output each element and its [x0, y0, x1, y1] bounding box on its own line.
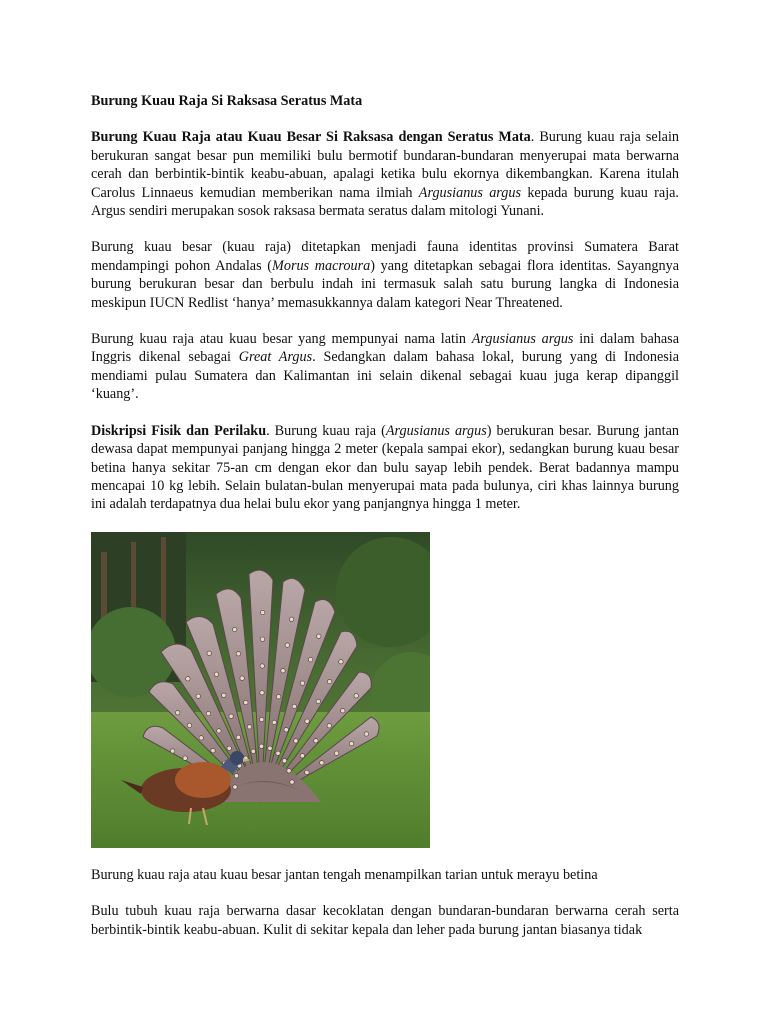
- feather-eye-spot: [236, 651, 240, 655]
- feather-eye-spot: [290, 780, 294, 784]
- english-name: Great Argus: [238, 349, 313, 366]
- feather-eye-spot: [233, 785, 237, 789]
- feather-eye-spot: [268, 746, 272, 750]
- document-title: Burung Kuau Raja Si Raksasa Seratus Mata: [91, 93, 363, 109]
- feather-eye-spot: [284, 727, 288, 731]
- feather-eye-spot: [229, 714, 233, 718]
- feather-eye-spot: [222, 693, 226, 697]
- feather-eye-spot: [294, 738, 298, 742]
- feather-eye-spot: [276, 751, 280, 755]
- feather-eye-spot: [320, 760, 324, 764]
- description-text-1: . Burung kuau raja (: [266, 422, 386, 439]
- feather-eye-spot: [327, 723, 331, 727]
- intro-heading: Burung Kuau Raja atau Kuau Besar Si Raksasa dengan Seratus Mata: [91, 129, 531, 146]
- feather-eye-spot: [259, 744, 263, 748]
- feather-eye-spot: [289, 617, 293, 621]
- feather-eye-spot: [207, 651, 211, 655]
- feather-eye-spot: [300, 753, 304, 757]
- feather-eye-spot: [240, 676, 244, 680]
- feather-eye-spot: [206, 711, 210, 715]
- feather-eye-spot: [170, 749, 174, 753]
- photo-illustration: [91, 532, 430, 848]
- description-heading: Diskripsi Fisik dan Perilaku: [91, 422, 267, 439]
- feather-eye-spot: [316, 699, 320, 703]
- feather-eye-spot: [187, 723, 191, 727]
- feather-eye-spot: [186, 676, 190, 680]
- latin-name: Argusianus argus: [471, 331, 574, 348]
- names-text-3: . Sedangkan dalam bahasa lokal, burung yang di Indonesia mendiami pulau Sumatera dan Kalimantan ini selain dikenal sebagai kuau juga kerap dipanggil ‘kuang’.: [91, 349, 680, 403]
- feather-eye-spot: [276, 694, 280, 698]
- feather-eye-spot: [305, 770, 309, 774]
- feather-eye-spot: [341, 708, 345, 712]
- feather-eye-spot: [334, 751, 338, 755]
- feather-eye-spot: [261, 610, 265, 614]
- paragraph-names: [91, 330, 679, 404]
- feather-eye-spot: [300, 681, 304, 685]
- names-text-2: ini dalam bahasa Inggris dikenal sebagai: [91, 331, 679, 366]
- feather-eye-spot: [282, 758, 286, 762]
- feather-eye-spot: [233, 627, 237, 631]
- feather-eye-spot: [236, 735, 240, 739]
- feather-eye-spot: [244, 700, 248, 704]
- feather-eye-spot: [281, 668, 285, 672]
- feather-eye-spot: [272, 720, 276, 724]
- feather-eye-spot: [354, 693, 358, 697]
- identity-text-2: ) yang ditetapkan sebagai flora identitas. Sayangnya burung berukuran besar dan berbulu indah ini termasuk salah satu burung langka di Indonesia meskipun IUCN Redlist ‘hanya’ memasukkannya dalam kategori Near Threatened.: [91, 257, 680, 311]
- feather-eye-spot: [260, 637, 264, 641]
- feather-eye-spot: [327, 679, 331, 683]
- feather-eye-spot: [247, 724, 251, 728]
- argus-pheasant-photo: [91, 532, 430, 848]
- tree-scientific-name: Morus macroura: [272, 257, 371, 274]
- feather-eye-spot: [251, 749, 255, 753]
- description-text-2: ) berukuran besar. Burung jantan dewasa dapat mempunyai panjang hingga 2 meter (kepala sampai ekor), sedangkan burung kuau besar betina hanya sekitar 75-an cm dengan ekor dan bulu sayap lebih pendek. Berat badannya mampu mencapai 10 kg lebih. Selain bulatan-bulan menyerupai mata pada bulunya, ciri khas lainnya burung ini adalah terdapatnya dua helai bulu ekor yang panjangnya hingga 1 meter.: [91, 422, 679, 513]
- feather-eye-spot: [183, 756, 187, 760]
- feather-eye-spot: [260, 717, 264, 721]
- feather-eye-spot: [227, 746, 231, 750]
- scientific-name: Argusianus argus: [418, 184, 522, 201]
- feather-eye-spot: [305, 719, 309, 723]
- feather-eye-spot: [211, 748, 215, 752]
- feather-eye-spot: [339, 659, 343, 663]
- paragraph-intro: [91, 128, 679, 220]
- paragraph-description: [91, 422, 679, 514]
- feather-eye-spot: [217, 728, 221, 732]
- feather-eye-spot: [234, 773, 238, 777]
- feather-eye-spot: [260, 664, 264, 668]
- feather-eye-spot: [364, 732, 368, 736]
- feather-eye-spot: [196, 694, 200, 698]
- feather-eye-spot: [314, 738, 318, 742]
- feather-eye-spot: [260, 690, 264, 694]
- feather-eye-spot: [285, 643, 289, 647]
- intro-text-2: kepada burung kuau raja. Argus sendiri merupakan sosok raksasa bermata seratus dalam mitologi Yunani.: [91, 184, 679, 220]
- feather-eye-spot: [308, 657, 312, 661]
- feather-eye-spot: [349, 741, 353, 745]
- identity-text-1: Burung kuau besar (kuau raja) ditetapkan menjadi fauna identitas provinsi Sumatera Barat mendampingi pohon Andalas (: [91, 239, 679, 274]
- photo-caption: Burung kuau raja atau kuau besar jantan tengah menampilkan tarian untuk merayu betina: [91, 866, 598, 883]
- feather-eye-spot: [214, 672, 218, 676]
- feather-eye-spot: [199, 735, 203, 739]
- feather-eye-spot: [317, 634, 321, 638]
- paragraph-plumage: Bulu tubuh kuau raja berwarna dasar kecoklatan dengan bundaran-bundaran berwarna cerah serta berbintik-bintik keabu-abuan. Kulit di sekitar kepala dan leher pada burung jantan biasanya tidak: [91, 903, 679, 938]
- document-page: [91, 92, 679, 957]
- feather-eye-spot: [292, 704, 296, 708]
- intro-text-1: . Burung kuau raja selain berukuran sangat besar pun memiliki bulu bermotif bundaran-bundaran menyerupai mata berwarna cerah dan berbintik-bintik keabu-abuan, apalagi ketika bulu ekornya dikembangkan. Karena itulah Carolus Linnaeus kemudian memberikan nama ilmiah: [91, 129, 679, 201]
- names-text-1: Burung kuau raja atau kuau besar yang mempunyai nama latin: [91, 331, 472, 348]
- description-scientific-name: Argusianus argus: [385, 422, 487, 439]
- feather-eye-spot: [176, 710, 180, 714]
- paragraph-identity: [91, 238, 679, 312]
- feather-eye-spot: [287, 768, 291, 772]
